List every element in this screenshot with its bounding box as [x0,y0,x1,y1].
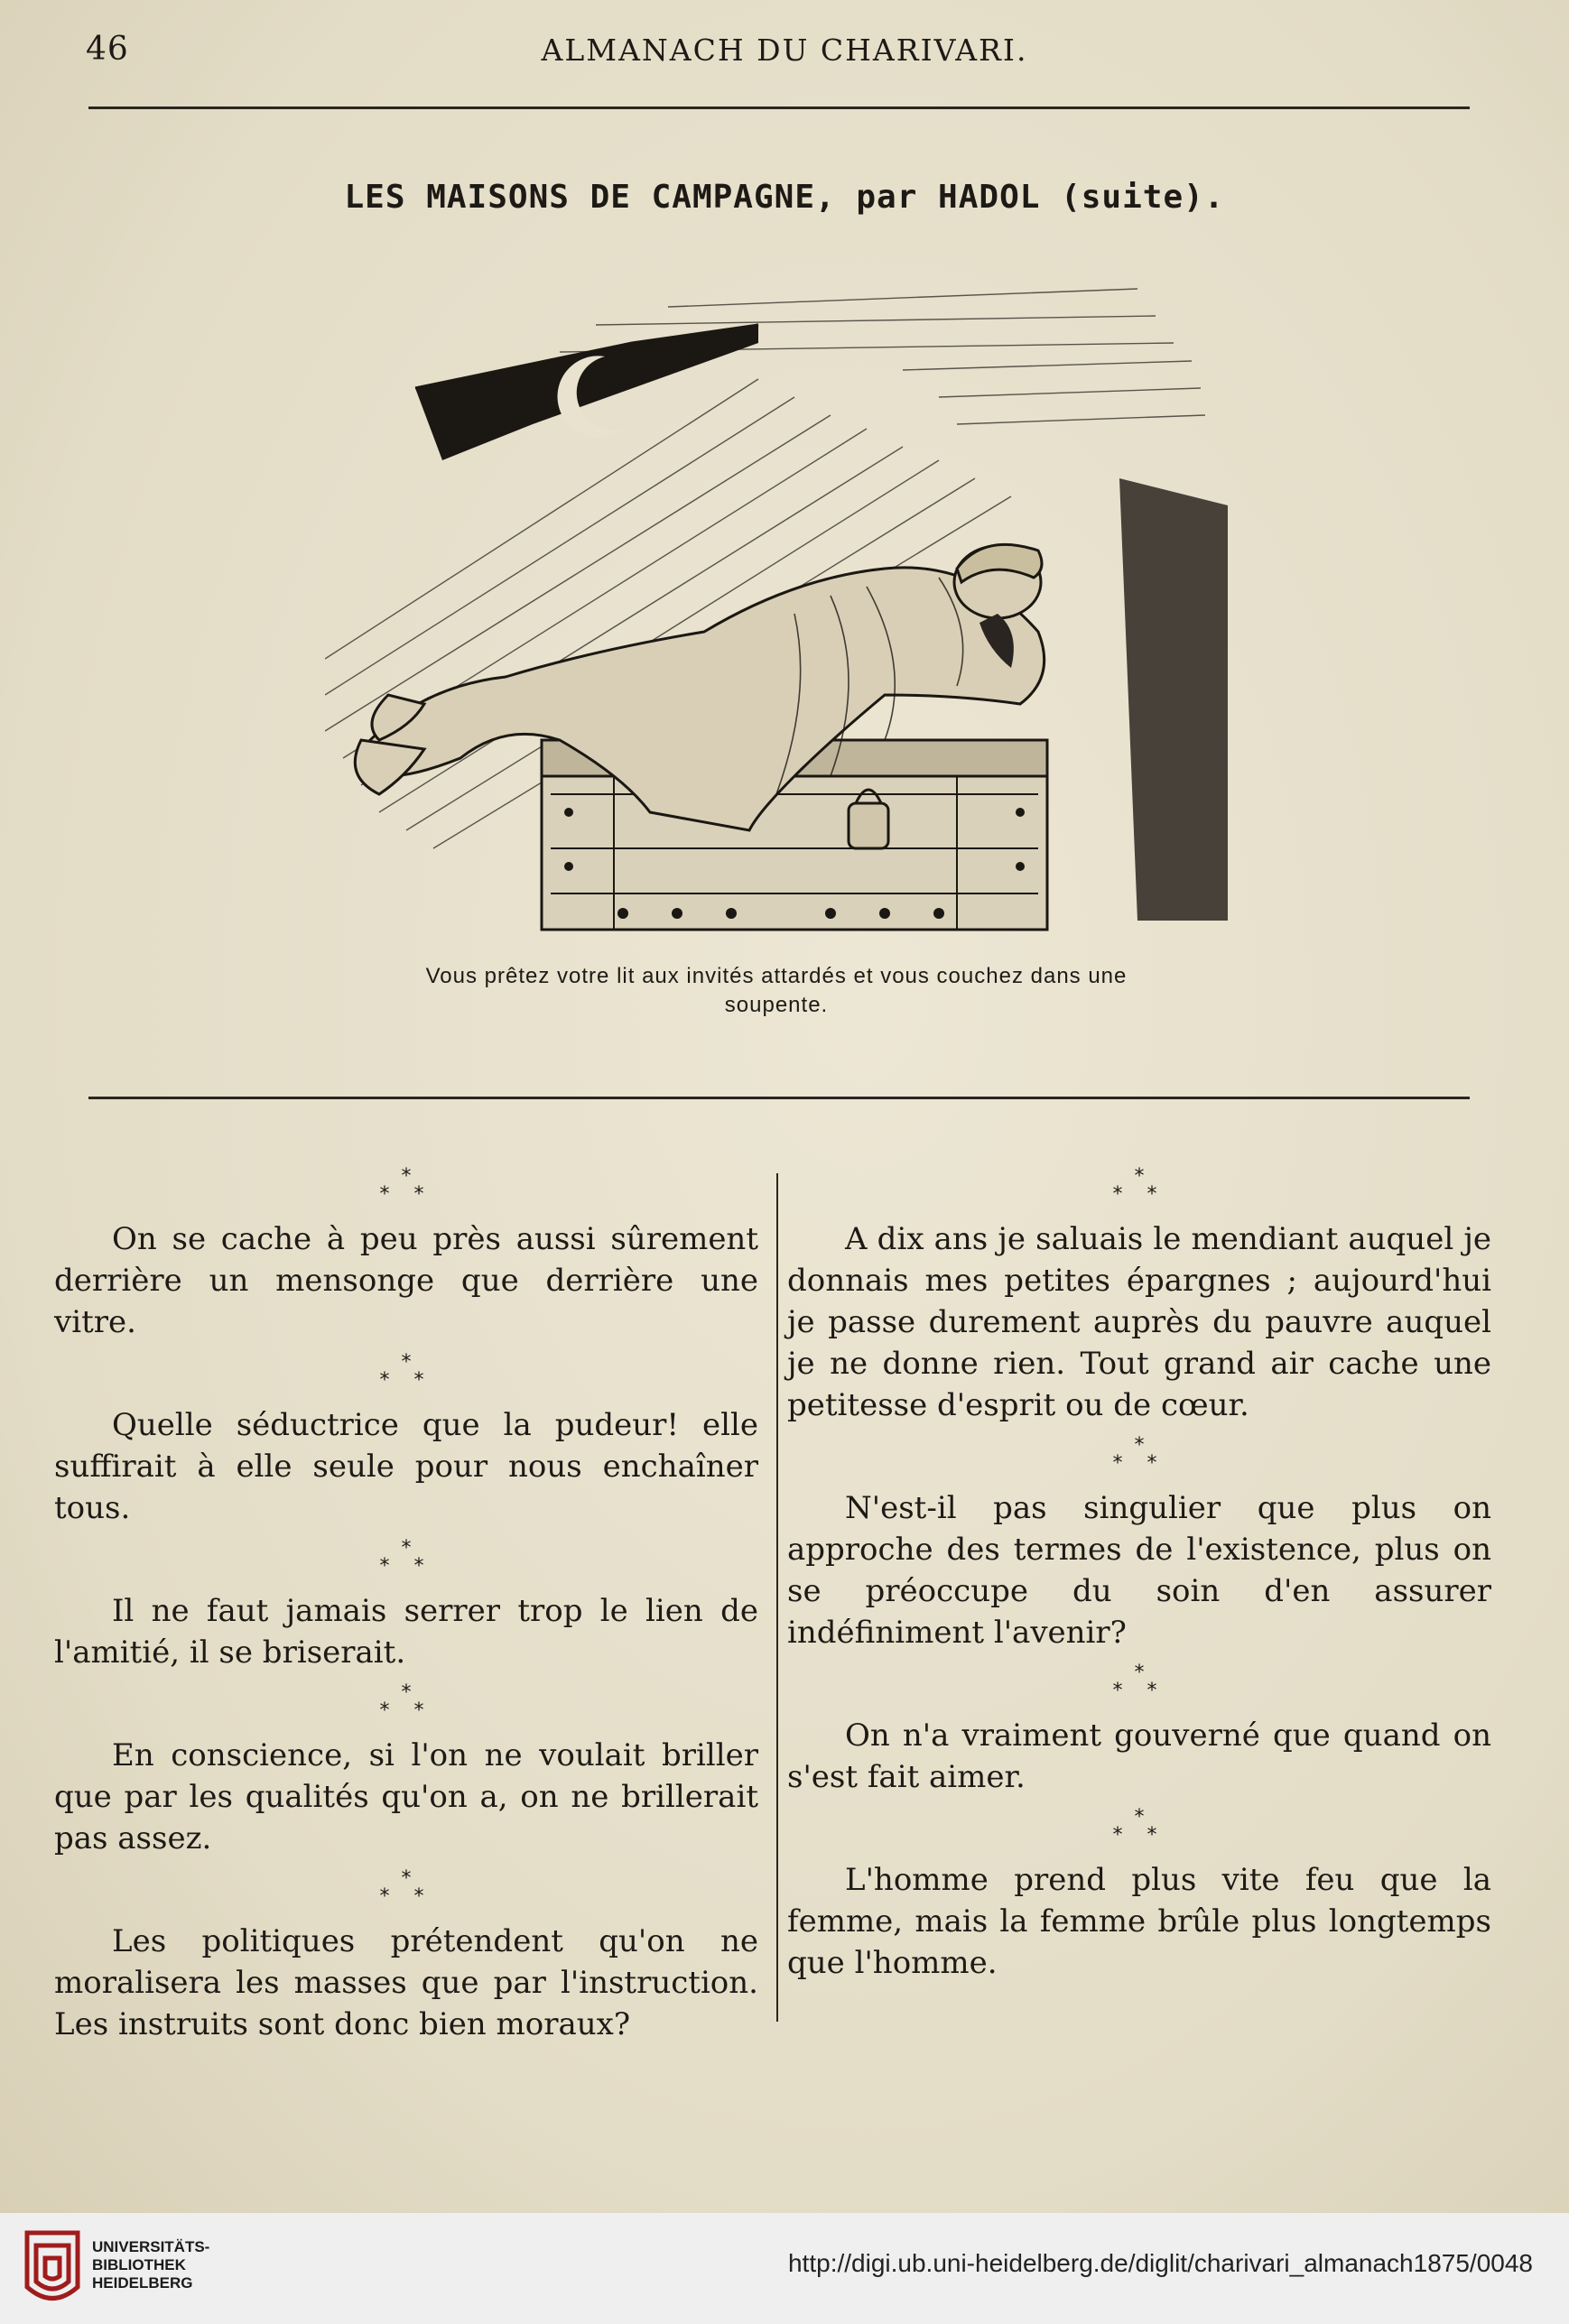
asterism-ornament: * * * [1112,1165,1166,1206]
asterism-ornament: * * * [379,1681,433,1722]
source-url-link[interactable]: http://digi.ub.uni-heidelberg.de/diglit/charivari_almanach1875/0048 [787,2249,1533,2277]
maxim-entry [54,1866,758,2052]
library-logo-icon [20,2224,85,2314]
middle-rule [88,1097,1470,1099]
maxim-text: A dix ans je saluais le mendiant auquel je donnais mes petites épargnes ; aujourd'hui je passe durement auprès du pauvre auquel je ne donne rien. Tout grand air cache une petitesse d'esprit ou de cœur. [787,1221,1491,1423]
maxim-text: Quelle séductrice que la pudeur! elle suffirait à elle seule pour nous enchaîner tous. [54,1407,758,1526]
running-title: ALMANACH DU CHARIVARI. [541,32,1028,68]
engraving-illustration [325,271,1237,957]
top-rule [88,106,1470,109]
maxim-text: Les politiques prétendent qu'on ne moralisera les masses que par l'instruction. Les instruits sont donc bien moraux? [54,1923,758,2042]
maxim-text: On n'a vraiment gouverné que quand on s'est fait aimer. [787,1718,1491,1795]
asterism-ornament: * * * [379,1351,433,1392]
maxim-entry [54,1164,758,1350]
maxim-entry [787,1433,1491,1661]
maxim-text: On se cache à peu près aussi sûrement derrière un mensonge que derrière une vitre. [54,1221,758,1340]
viewer-footer [0,2213,1569,2324]
right-column [787,1164,1491,1991]
asterism-ornament: * * * [379,1867,433,1908]
section-title: LES MAISONS DE CAMPAGNE, par HADOL (suite). [344,179,1225,216]
asterism-ornament: * * * [379,1165,433,1206]
maxim-text: En conscience, si l'on ne voulait briller que par les qualités qu'on a, on ne brillerait pas assez. [54,1737,758,1856]
illustration-caption: Vous prêtez votre lit aux invités attardés et vous couchez dans une soupente. [425,964,1128,1017]
asterism-ornament: * * * [1112,1806,1166,1847]
maxim-entry [54,1350,758,1536]
maxim-text: Il ne faut jamais serrer trop le lien de l'amitié, il se briserait. [54,1593,758,1671]
library-name: UNIVERSITÄTS- BIBLIOTHEK HEIDELBERG [92,2238,210,2292]
column-divider [776,1173,778,2022]
maxim-entry [787,1805,1491,1991]
asterism-ornament: * * * [379,1537,433,1578]
page-number: 46 [86,31,129,68]
asterism-ornament: * * * [1112,1662,1166,1702]
maxim-entry [54,1536,758,1681]
maxim-entry [787,1164,1491,1433]
asterism-ornament: * * * [1112,1434,1166,1475]
maxim-entry [54,1681,758,1866]
left-column [54,1164,758,2052]
maxim-text: L'homme prend plus vite feu que la femme, mais la femme brûle plus longtemps que l'homme. [787,1862,1491,1981]
running-head [0,31,1569,76]
maxim-entry [787,1661,1491,1805]
maxim-text: N'est-il pas singulier que plus on approche des termes de l'existence, plus on se préoccupe du soin d'en assurer indéfiniment l'avenir? [787,1490,1491,1651]
